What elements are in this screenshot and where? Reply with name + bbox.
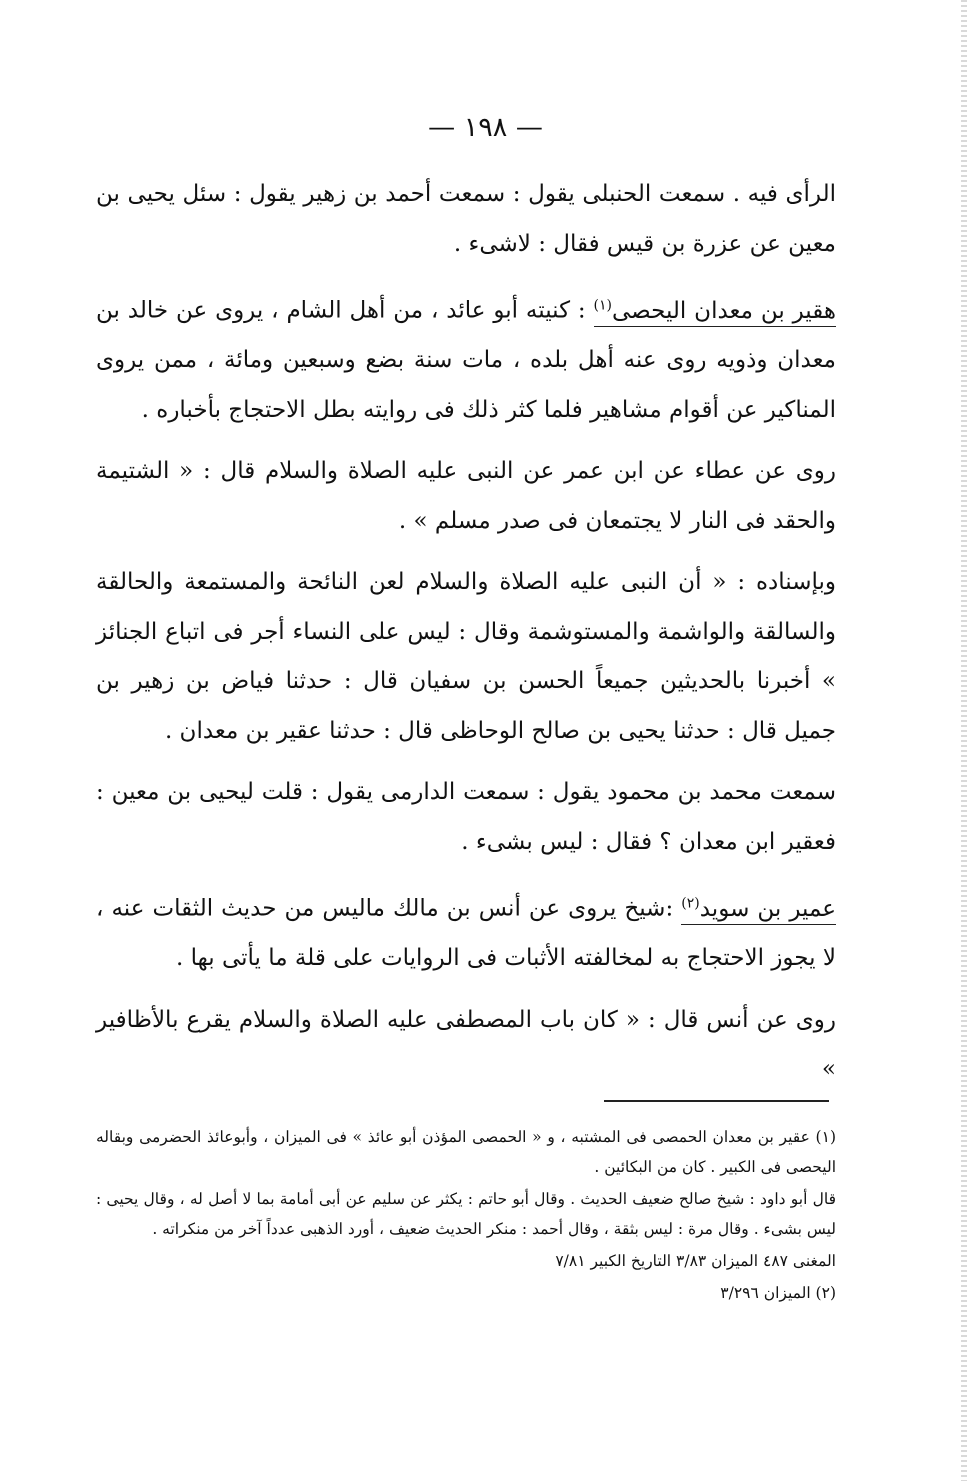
entry-heading <box>681 896 836 925</box>
paragraph-text: وبإسناده : « أن النبى عليه الصلاة والسلام لعن النائحة والمستمعة والحالقة والسالقة والواشمة والمستوشمة وقال : ليس على النساء أجر فى اتباع الجنائز » أخبرنا بالحديثين جميعاً الحسن بن سفيان قال : حدثنا فياض بن زهير بن جميل قال : حدثنا يحيى بن صالح الوحاظى قال : حدثنا عقير بن معدان . <box>96 569 836 744</box>
paragraph <box>96 996 836 1095</box>
page-number: — ١٩٨ — <box>428 112 543 143</box>
footnote-ref: (١) <box>593 297 612 313</box>
entry-heading <box>594 298 836 327</box>
paragraph <box>96 170 836 269</box>
footnote-references: المغنى ٤٨٧ الميزان ٣/٨٣ التاريخ الكبير ٧/٨١ <box>555 1252 836 1270</box>
footnote: (٢) الميزان ٣/٢٩٦ <box>720 1284 836 1302</box>
footnote: قال أبو داود : شيخ صالح ضعيف الحديث . وقال أبو حاتم : يكثر عن سليم عن أبى أمامة بما لا أصل له ، وقال يحيى : ليس بشىء . وقال مرة : ليس بثقة ، وقال أحمد : منكر الحديث ضعيف ، أورد الذهبى عدداً آخر من منكراته . <box>96 1190 836 1238</box>
paragraph-text: :شيخ يروى عن أنس بن مالك ماليس من حديث الثقات عنه ، لا يجوز الاحتجاج به لمخالفته الأثبات فى الروايات على قلة ما يأتى بها . <box>96 895 836 972</box>
entry-paragraph <box>96 281 836 435</box>
paragraph-text: الرأى فيه . سمعت الحنبلى يقول : سمعت أحمد بن زهير يقول : سئل يحيى بن معين عن عزرة بن قيس فقال : لاشىء . <box>96 181 836 257</box>
main-text <box>96 170 836 1107</box>
paragraph <box>96 768 836 867</box>
paragraph-text: : كنيته أبو عائد ، من أهل الشام ، يروى عن خالد بن معدان وذويه روى عنه أهل بلده ، مات سنة بضع وسبعين ومائة ، ممن يروى المناكير عن أقوام مشاهير فلما كثر ذلك فى روايته بطل الاحتجاج بأخباره . <box>96 297 836 423</box>
paragraph <box>96 447 836 546</box>
scan-edge <box>961 0 967 1481</box>
footnote: (١) عقير بن معدان الحمصى فى المشتبه ، و « الحمصى المؤذن أبو عائذ » فى الميزان ، وأبوعائذ الحضرمى وبقاله اليحصى فى الكبير . كان من البكائين . <box>96 1128 836 1176</box>
paragraph-text: روى عن أنس قال : « كان باب المصطفى عليه الصلاة والسلام يقرع بالأظافير » <box>96 1006 836 1083</box>
footnotes <box>96 1122 836 1310</box>
paragraph <box>96 558 836 756</box>
entry-name: هقير بن معدان اليحصى <box>612 297 836 324</box>
footnote-separator <box>604 1100 829 1102</box>
footnote-ref: (٢) <box>681 895 700 912</box>
paragraph-text: سمعت محمد بن محمود يقول : سمعت الدارمى يقول : قلت ليحيى بن معين : فعقير ابن معدان ؟ فقال : ليس بشىء . <box>96 779 836 855</box>
paragraph-text: روى عن عطاء عن ابن عمر عن النبى عليه الصلاة والسلام قال : « الشتيمة والحقد فى النار لا يجتمعان فى صدر مسلم » . <box>96 458 836 534</box>
entry-paragraph <box>96 879 836 984</box>
entry-name: عمير بن سويد <box>699 895 836 922</box>
